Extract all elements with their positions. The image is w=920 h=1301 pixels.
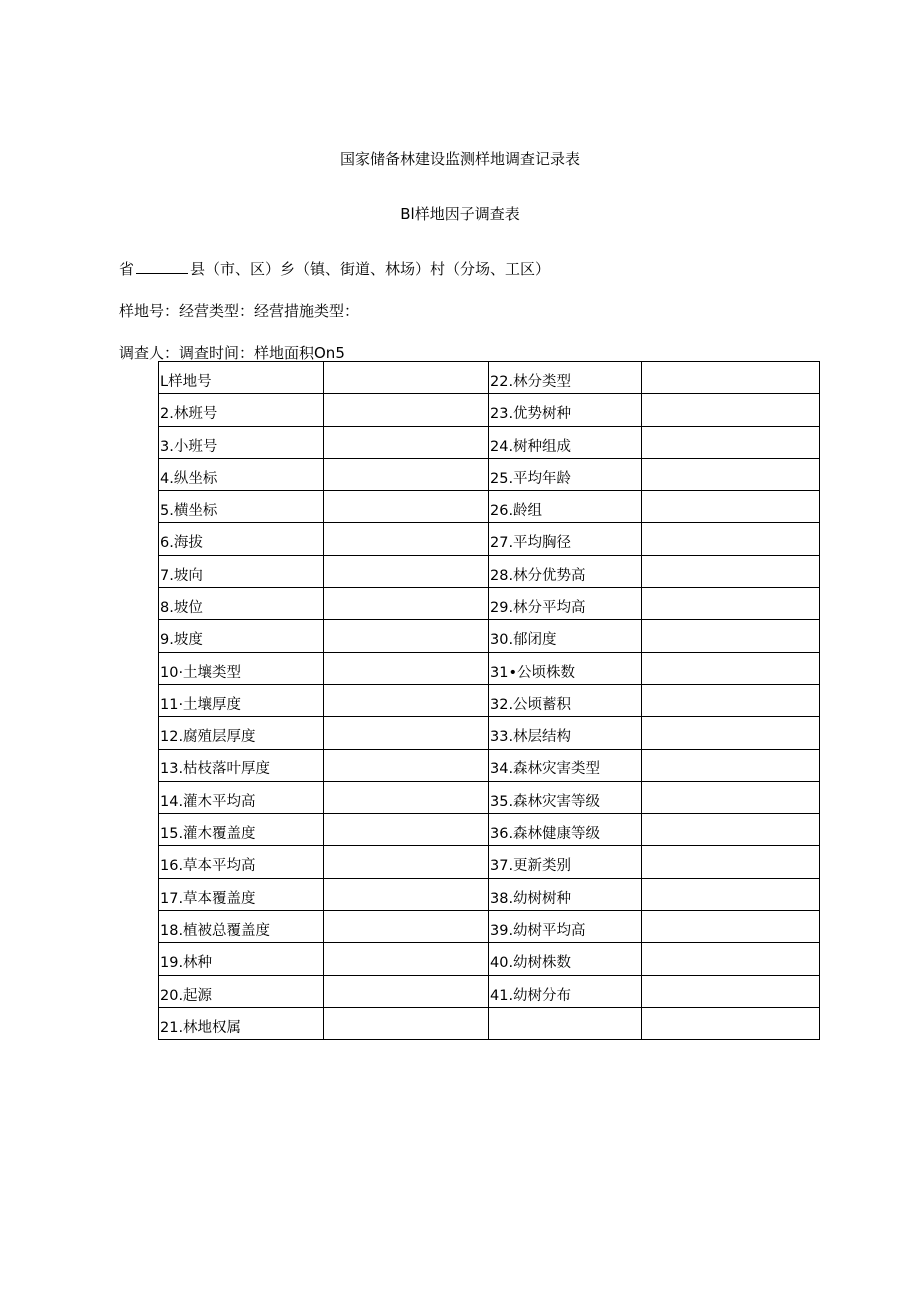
factor-label-left xyxy=(159,846,324,878)
factor-label-text: 26.龄组 xyxy=(490,503,543,520)
factor-label-right xyxy=(489,1007,642,1039)
factor-label-left xyxy=(159,523,324,555)
table-row xyxy=(159,620,820,652)
factor-value-right[interactable] xyxy=(642,684,820,716)
province-label: 省 xyxy=(119,260,135,278)
factor-label-left xyxy=(159,943,324,975)
factor-label-text: L样地号 xyxy=(160,373,212,390)
factor-value-left[interactable] xyxy=(324,749,489,781)
table-row xyxy=(159,1007,820,1039)
factor-value-right[interactable] xyxy=(642,1007,820,1039)
table-row xyxy=(159,394,820,426)
factor-label-text: 6.海拔 xyxy=(160,535,203,552)
factor-label-text: 29.林分平均高 xyxy=(490,599,586,616)
factor-label-right xyxy=(489,426,642,458)
factor-label-text: 2.林班号 xyxy=(160,406,218,423)
factor-value-left[interactable] xyxy=(324,684,489,716)
factor-value-right[interactable] xyxy=(642,652,820,684)
factor-value-left[interactable] xyxy=(324,394,489,426)
factor-label-right xyxy=(489,943,642,975)
factor-value-right[interactable] xyxy=(642,749,820,781)
table-row xyxy=(159,814,820,846)
survey-info-line: 调查人：调查时间：样地面积On5 xyxy=(119,344,345,362)
factor-value-right[interactable] xyxy=(642,975,820,1007)
factor-label-left xyxy=(159,781,324,813)
factor-label-right xyxy=(489,846,642,878)
factor-value-left[interactable] xyxy=(324,523,489,555)
factor-value-left[interactable] xyxy=(324,814,489,846)
factor-value-left[interactable] xyxy=(324,362,489,394)
factor-label-text: 36.森林健康等级 xyxy=(490,826,601,843)
factor-label-text: 31•公顷株数 xyxy=(490,664,576,681)
factor-label-text: 37.更新类别 xyxy=(490,858,572,875)
factor-label-right xyxy=(489,684,642,716)
factor-label-left xyxy=(159,684,324,716)
factor-label-left xyxy=(159,717,324,749)
factor-label-left xyxy=(159,878,324,910)
factor-label-text: 10·土壤类型 xyxy=(160,664,242,681)
county-blank[interactable] xyxy=(136,259,188,274)
factor-value-right[interactable] xyxy=(642,846,820,878)
factor-label-text: 23.优势树种 xyxy=(490,406,572,423)
factor-value-right[interactable] xyxy=(642,362,820,394)
factor-label-left xyxy=(159,394,324,426)
factor-label-text: 19.林种 xyxy=(160,955,213,972)
factor-label-right xyxy=(489,878,642,910)
factor-label-right xyxy=(489,588,642,620)
factor-label-text: 14.灌木平均高 xyxy=(160,793,256,810)
factor-label-right xyxy=(489,975,642,1007)
factor-value-left[interactable] xyxy=(324,781,489,813)
factor-label-right xyxy=(489,523,642,555)
factor-value-left[interactable] xyxy=(324,652,489,684)
factor-label-text: 4.纵坐标 xyxy=(160,470,218,487)
factor-value-right[interactable] xyxy=(642,394,820,426)
table-row xyxy=(159,846,820,878)
factor-value-right[interactable] xyxy=(642,620,820,652)
table-row xyxy=(159,684,820,716)
table-row xyxy=(159,362,820,394)
factor-label-text: 27.平均胸径 xyxy=(490,535,572,552)
table-row xyxy=(159,781,820,813)
factor-label-right xyxy=(489,652,642,684)
factor-label-text: 24.树种组成 xyxy=(490,438,572,455)
factor-label-left xyxy=(159,1007,324,1039)
factor-label-right xyxy=(489,458,642,490)
factor-value-right[interactable] xyxy=(642,458,820,490)
factor-label-text: 33.林层结构 xyxy=(490,729,572,746)
factor-label-text: 25.平均年龄 xyxy=(490,470,572,487)
factor-label-left xyxy=(159,620,324,652)
factor-value-left[interactable] xyxy=(324,588,489,620)
page-title: 国家储备林建设监测样地调查记录表 xyxy=(339,150,580,168)
table-row xyxy=(159,878,820,910)
factor-label-left xyxy=(159,588,324,620)
factor-label-right xyxy=(489,749,642,781)
factor-label-text: 7.坡向 xyxy=(160,567,203,584)
factor-label-right xyxy=(489,911,642,943)
factor-value-left[interactable] xyxy=(324,555,489,587)
factor-label-right xyxy=(489,781,642,813)
factor-value-left[interactable] xyxy=(324,911,489,943)
factor-label-left xyxy=(159,975,324,1007)
factor-value-right[interactable] xyxy=(642,555,820,587)
factor-label-text: 3.小班号 xyxy=(160,438,218,455)
factor-value-left[interactable] xyxy=(324,878,489,910)
factor-label-text: 12.腐殖层厚度 xyxy=(160,729,256,746)
factor-label-right xyxy=(489,555,642,587)
factor-label-text: 40.幼树株数 xyxy=(490,955,572,972)
factor-label-text: 30.郁闭度 xyxy=(490,632,557,649)
factor-value-right[interactable] xyxy=(642,491,820,523)
table-row xyxy=(159,555,820,587)
factor-value-right[interactable] xyxy=(642,878,820,910)
factor-label-left xyxy=(159,555,324,587)
factor-label-text: 34.森林灾害类型 xyxy=(490,761,601,778)
factor-label-text: 13.枯枝落叶厚度 xyxy=(160,761,271,778)
factor-label-right xyxy=(489,717,642,749)
factor-value-left[interactable] xyxy=(324,426,489,458)
factor-table-body xyxy=(159,362,820,1040)
factor-value-right[interactable] xyxy=(642,426,820,458)
table-row xyxy=(159,943,820,975)
factor-label-left xyxy=(159,491,324,523)
factor-label-left xyxy=(159,814,324,846)
factor-label-text: 8.坡位 xyxy=(160,599,203,616)
table-subtitle: Bl样地因子调查表 xyxy=(400,205,520,223)
factor-label-text: 16.草本平均高 xyxy=(160,858,256,875)
table-row xyxy=(159,458,820,490)
location-rest-label: 县（市、区）乡（镇、街道、林场）村（分场、工区） xyxy=(190,260,551,278)
factor-value-left[interactable] xyxy=(324,943,489,975)
plot-factor-table xyxy=(158,361,820,1040)
table-row xyxy=(159,717,820,749)
factor-label-text: 21.林地权属 xyxy=(160,1019,242,1036)
table-row xyxy=(159,749,820,781)
factor-value-left[interactable] xyxy=(324,491,489,523)
factor-label-text: 38.幼树树种 xyxy=(490,890,572,907)
factor-value-right[interactable] xyxy=(642,717,820,749)
factor-label-text: 15.灌木覆盖度 xyxy=(160,826,256,843)
factor-label-left xyxy=(159,362,324,394)
factor-label-text: 11·土壤厚度 xyxy=(160,696,242,713)
table-row xyxy=(159,491,820,523)
table-row xyxy=(159,652,820,684)
factor-value-right[interactable] xyxy=(642,943,820,975)
factor-label-text: 9.坡度 xyxy=(160,632,203,649)
table-row xyxy=(159,588,820,620)
factor-label-text: 35.森林灾害等级 xyxy=(490,793,601,810)
factor-label-text: 41.幼树分布 xyxy=(490,987,572,1004)
factor-label-text: 32.公顷蓄积 xyxy=(490,696,572,713)
factor-value-right[interactable] xyxy=(642,814,820,846)
factor-label-text: 22.林分类型 xyxy=(490,373,572,390)
factor-label-text: 39.幼树平均高 xyxy=(490,922,586,939)
factor-label-left xyxy=(159,458,324,490)
factor-label-text: 17.草本覆盖度 xyxy=(160,890,256,907)
factor-label-left xyxy=(159,749,324,781)
factor-label-left xyxy=(159,911,324,943)
table-row xyxy=(159,911,820,943)
factor-label-left xyxy=(159,426,324,458)
table-row xyxy=(159,523,820,555)
factor-value-right[interactable] xyxy=(642,911,820,943)
factor-label-right xyxy=(489,620,642,652)
factor-label-left xyxy=(159,652,324,684)
factor-label-right xyxy=(489,362,642,394)
factor-value-right[interactable] xyxy=(642,781,820,813)
factor-label-right xyxy=(489,491,642,523)
plot-info-line: 样地号：经营类型：经营措施类型： xyxy=(119,302,360,320)
factor-value-left[interactable] xyxy=(324,717,489,749)
factor-label-text: 5.横坐标 xyxy=(160,503,218,520)
factor-label-text: 20.起源 xyxy=(160,987,213,1004)
factor-label-text: 18.植被总覆盖度 xyxy=(160,922,271,939)
factor-label-right xyxy=(489,814,642,846)
factor-label-right xyxy=(489,394,642,426)
location-line xyxy=(119,258,550,279)
table-row xyxy=(159,975,820,1007)
factor-value-right[interactable] xyxy=(642,523,820,555)
factor-value-left[interactable] xyxy=(324,975,489,1007)
factor-value-left[interactable] xyxy=(324,458,489,490)
factor-value-left[interactable] xyxy=(324,1007,489,1039)
table-row xyxy=(159,426,820,458)
factor-value-left[interactable] xyxy=(324,846,489,878)
factor-label-text: 28.林分优势高 xyxy=(490,567,586,584)
factor-value-left[interactable] xyxy=(324,620,489,652)
factor-value-right[interactable] xyxy=(642,588,820,620)
